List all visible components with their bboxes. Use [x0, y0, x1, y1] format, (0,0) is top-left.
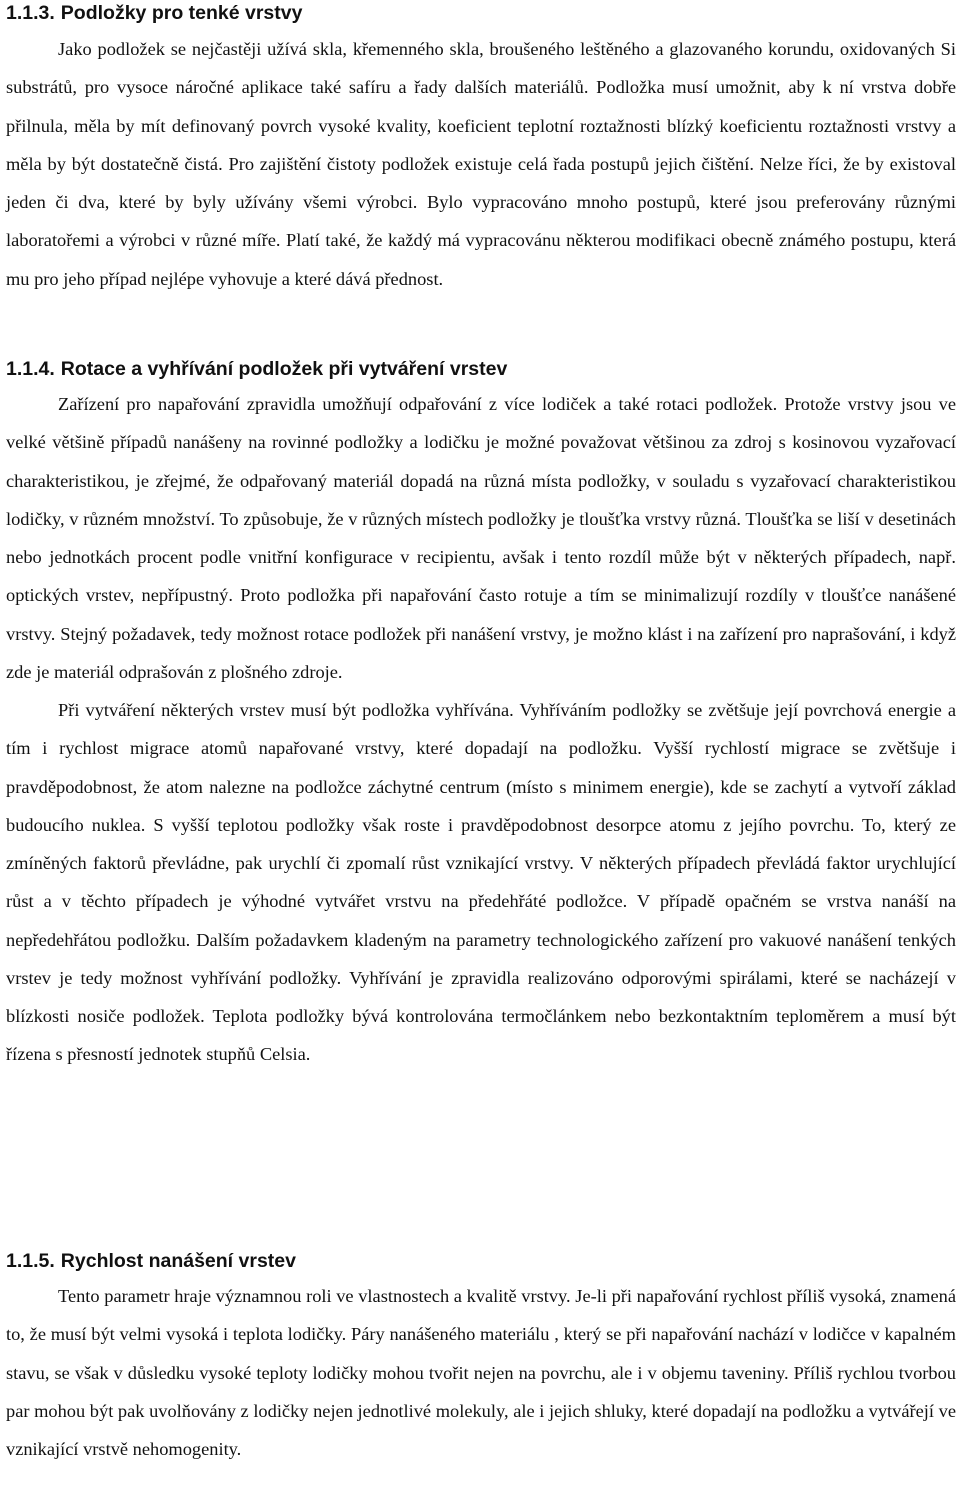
- paragraph: Zařízení pro napařování zpravidla umožňují odpařování z více lodiček a také rotaci podložek. Protože vrstvy jsou ve velké většině případů nanášeny na rovinné podložky a lodičku je možné považovat většinou za zdroj s kosinovou vyzařovací charakteristikou, je zřejmé, že odpařovaný materiál dopadá na různá místa podložky, v souladu s vyzařovací charakteristikou lodičky, v různém množství. To způsobuje, že v různých místech podložky je tloušťka vrstvy různá. Tloušťka se liší v desetinách nebo jednotkách procent podle vnitřní konfigurace v recipientu, avšak i tento rozdíl může být v některých případech, např. optických vrstev, nepřípustný. Proto podložka při napařování často rotuje a tím se minimalizují rozdíly v tloušťce nanášené vrstvy. Stejný požadavek, tedy možnost rotace podložek při nanášení vrstvy, je možno klást i na zařízení pro naprašování, i když zde je materiál odprašován z plošného zdroje.: [6, 394, 956, 682]
- section-deposition-rate: [6, 1246, 956, 1468]
- section-substrates: [6, 0, 956, 298]
- paragraph: Jako podložek se nejčastěji užívá skla, křemenného skla, broušeného leštěného a glazovaného korundu, oxidovaných Si substrátů, pro vysoce náročné aplikace také safíru a řady dalších materiálů. Podložka musí umožnit, aby k ní vrstva dobře přilnula, měla by mít definovaný povrch vysoké kvality, koeficient teplotní roztažnosti blízký koeficientu roztažnosti vrstvy a měla by být dostatečně čistá. Pro zajištění čistoty podložek existuje celá řada postupů jejich čištění. Nelze říci, že by existoval jeden či dva, které by byly užívány všemi výrobci. Bylo vypracováno mnoho postupů, které jsou preferovány různými laboratořemi a výrobci v různé míře. Platí také, že každý má vypracovánu některou modifikaci obecně známého postupu, která mu pro jeho případ nejlépe vyhovuje a které dává přednost.: [6, 39, 956, 289]
- section-title: Podložky pro tenké vrstvy: [60, 2, 303, 24]
- section-title: Rychlost nanášení vrstev: [60, 1250, 296, 1272]
- section-heading: [6, 1246, 956, 1276]
- section-number: 1.1.4.: [6, 358, 55, 380]
- paragraph: Tento parametr hraje významnou roli ve vlastnostech a kvalitě vrstvy. Je-li při napařování rychlost příliš vysoká, znamená to, že musí být velmi vysoká i teplota lodičky. Páry nanášeného materiálu , který se při napařování nachází v lodičce v kapalném stavu, se však v důsledku vysoké teploty lodičky mohou tvořit nejen na povrchu, ale i v objemu taveniny. Příliš rychlou tvorbou par mohou být pak uvolňovány z lodičky nejen jednotlivé molekuly, ale i jejich shluky, které dopadají na podložku a vytvářejí ve vznikající vrstvě nehomogenity.: [6, 1286, 956, 1459]
- section-number: 1.1.3.: [6, 2, 55, 24]
- section-number: 1.1.5.: [6, 1250, 55, 1272]
- section-heading: [6, 354, 956, 384]
- section-title: Rotace a vyhřívání podložek při vytváření vrstev: [60, 358, 508, 380]
- paragraph: Při vytváření některých vrstev musí být podložka vyhřívána. Vyhříváním podložky se zvětšuje její povrchová energie a tím i rychlost migrace atomů napařované vrstvy, které dopadají na podložku. Vyšší rychlostí migrace se zvětšuje i pravděpodobnost, že atom nalezne na podložce záchytné centrum (místo s minimem energie), kde se zachytí a vytvoří základ budoucího nuklea. S vyšší teplotou podložky však roste i pravděpodobnost desorpce atomu z jejího povrchu. To, který ze zmíněných faktorů převládne, pak urychlí či zpomalí růst vznikající vrstvy. V některých případech převládá faktor urychlující růst a v těchto případech je výhodné vytvářet vrstvu na předehřáté podložce. V případě opačném se vrstva nanáší na nepředehřátou podložku. Dalším požadavkem kladeným na parametry technologického zařízení pro vakuové nanášení tenkých vrstev je tedy možnost vyhřívání podložky. Vyhřívání je zpravidla realizováno odporovými spirálami, které se nacházejí v blízkosti nosiče podložek. Teplota podložky bývá kontrolována termočlánkem nebo bezkontaktním teploměrem a musí být řízena s přesností jednotek stupňů Celsia.: [6, 700, 956, 1065]
- section-heading: [6, 0, 956, 28]
- section-rotation-heating: [6, 354, 956, 1074]
